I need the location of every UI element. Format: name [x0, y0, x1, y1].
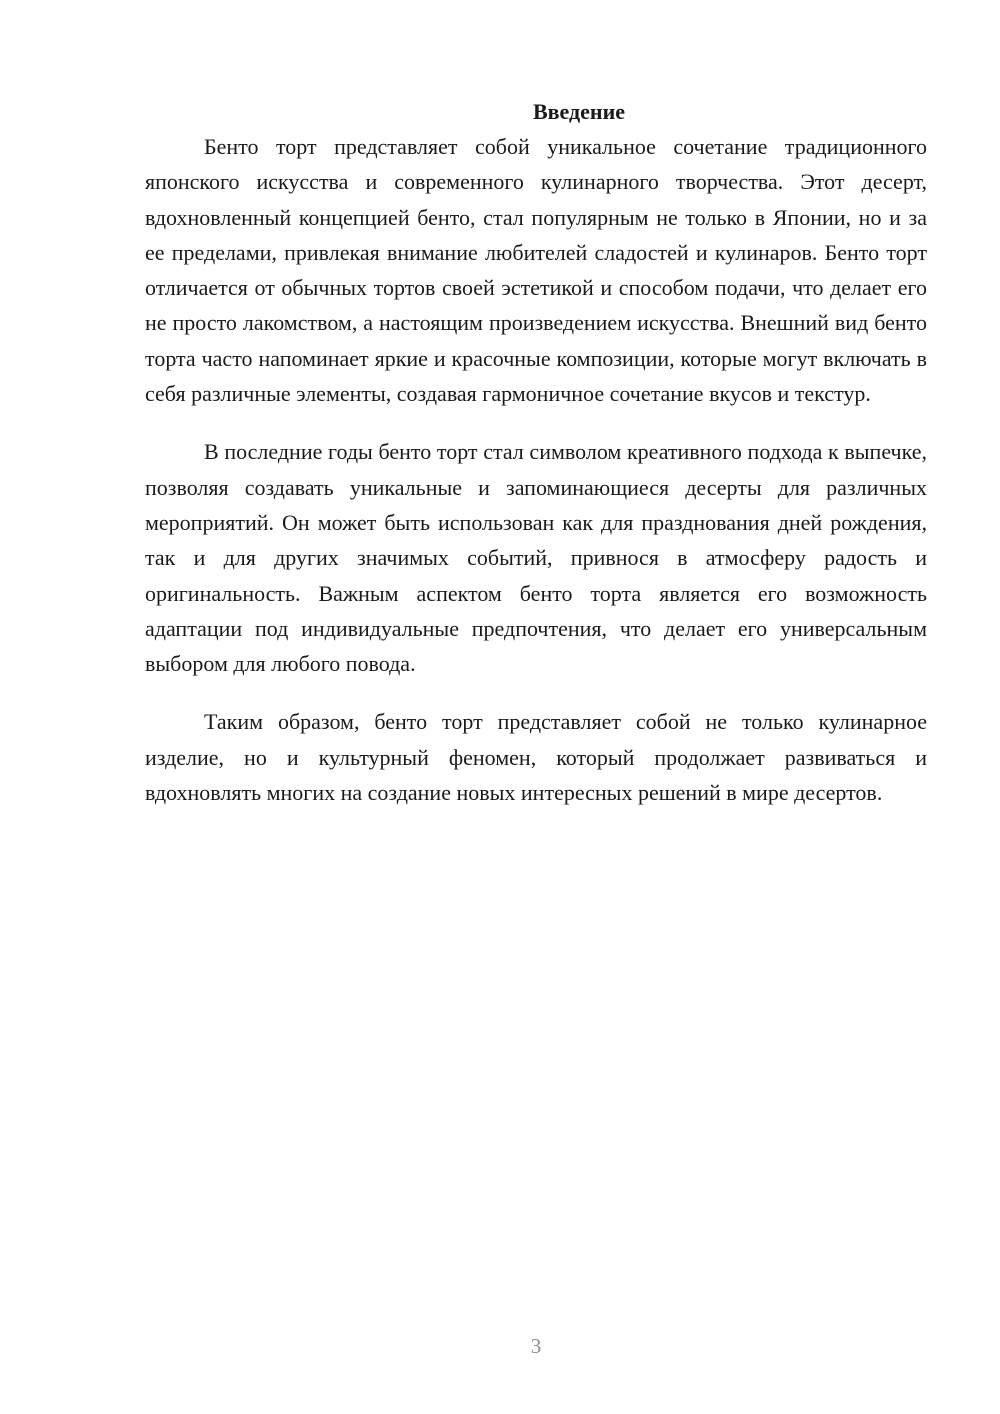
- section-heading: [145, 94, 927, 129]
- section-heading-text: Введение: [532, 99, 626, 124]
- paragraph-2: В последние годы бенто торт стал символом креативного подхода к выпечке, позволяя создавать уникальные и запоминающиеся десерты для различных мероприятий. Он может быть использован как для празднования дней рождения, так и для других значимых событий, привнося в атмосферу радость и оригинальность. Важным аспектом бенто торта является его возможность адаптации под индивидуальные предпочтения, что делает его универсальным выбором для любого повода.: [145, 439, 927, 677]
- document-body: [145, 94, 927, 810]
- paragraph-1: Бенто торт представляет собой уникальное сочетание традиционного японского искусства и современного кулинарного творчества. Этот десерт, вдохновленный концепцией бенто, стал популярным не только в Японии, но и за ее пределами, привлекая внимание любителей сладостей и кулинаров. Бенто торт отличается от обычных тортов своей эстетикой и способом подачи, что делает его не просто лакомством, а настоящим произведением искусства. Внешний вид бенто торта часто напоминает яркие и красочные композиции, которые могут включать в себя различные элементы, создавая гармоничное сочетание вкусов и текстур.: [145, 134, 927, 407]
- page-number: 3: [530, 1334, 542, 1358]
- paragraph-3: Таким образом, бенто торт представляет собой не только кулинарное изделие, но и культурный феномен, который продолжает развиваться и вдохновлять многих на создание новых интересных решений в мире десертов.: [145, 709, 927, 806]
